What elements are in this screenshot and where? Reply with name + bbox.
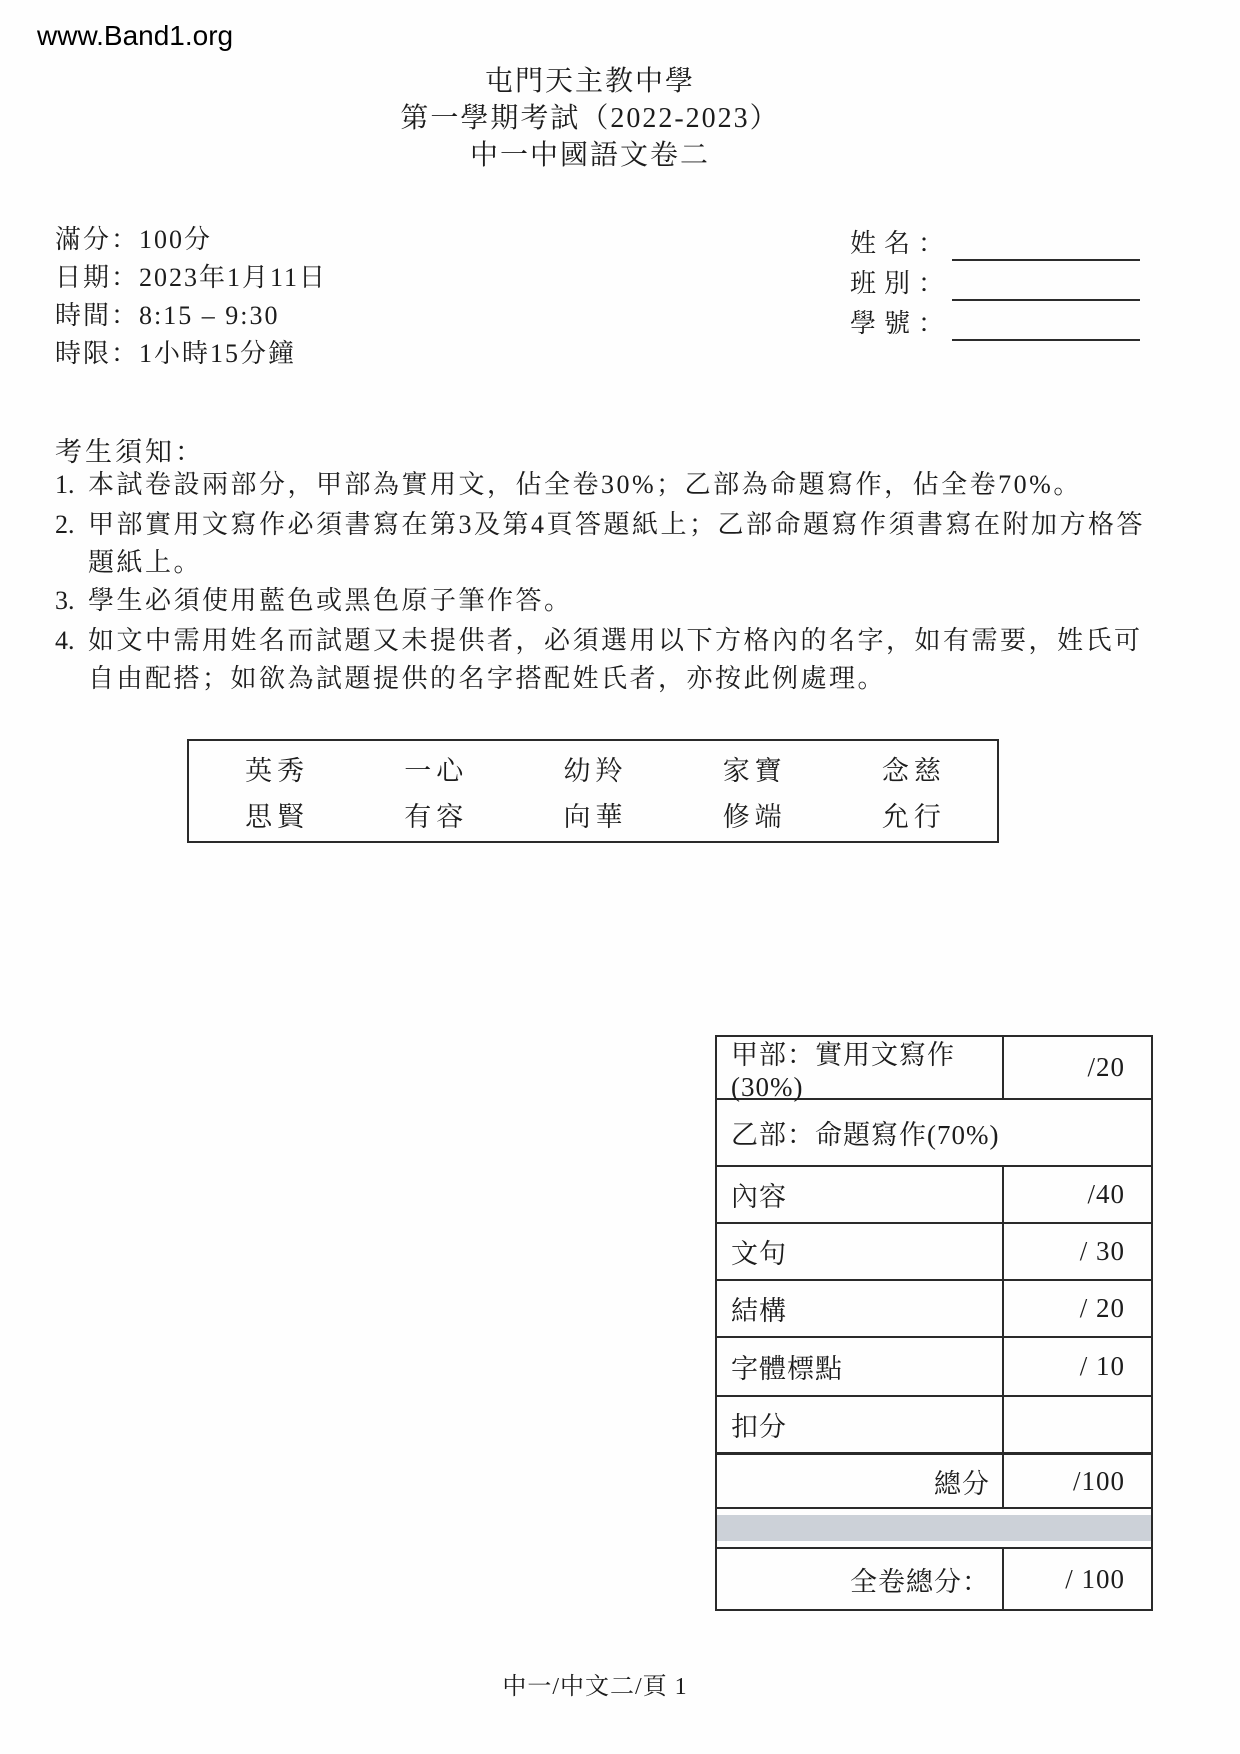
instruction-number: 1. bbox=[55, 470, 75, 499]
name-option: 幼羚 bbox=[563, 755, 628, 786]
name-option: 允行 bbox=[881, 801, 946, 832]
student-fields bbox=[850, 221, 1140, 341]
score-row-value: / 30 bbox=[1002, 1224, 1151, 1279]
score-row-separator bbox=[717, 1507, 1151, 1547]
instruction-text: 如文中需用姓名而試題又未提供者，必須選用以下方格內的名字，如有需要，姓氏可自由配搭；如欲為試題提供的名字搭配姓氏者，亦按此例處理。 bbox=[88, 626, 1143, 693]
score-row-value: /40 bbox=[1002, 1167, 1151, 1222]
name-field bbox=[850, 221, 1140, 261]
name-option: 英秀 bbox=[245, 755, 310, 786]
paper-title: 中一中國語文卷二 bbox=[469, 140, 710, 171]
score-row-content bbox=[717, 1165, 1151, 1222]
instruction-text: 本試卷設兩部分，甲部為實用文，佔全卷30%；乙部為命題寫作，佔全卷70%。 bbox=[88, 470, 1082, 499]
score-row-grand-total bbox=[717, 1547, 1151, 1609]
school-name: 屯門天主教中學 bbox=[484, 66, 695, 97]
student-number-field-label: 學號： bbox=[850, 309, 953, 338]
score-row-label: 乙部：命題寫作(70%) bbox=[731, 1120, 1000, 1150]
watermark-url: www.Band1.org bbox=[37, 20, 234, 51]
title-block bbox=[0, 63, 1180, 174]
instruction-number: 2. bbox=[55, 510, 75, 539]
instruction-item-1 bbox=[55, 466, 1158, 504]
student-number-field bbox=[850, 301, 1140, 341]
score-row-label: 甲部：實用文寫作(30%) bbox=[731, 1039, 955, 1102]
score-row-label: 結構 bbox=[731, 1296, 787, 1326]
instruction-text: 學生必須使用藍色或黑色原子筆作答。 bbox=[88, 586, 573, 615]
score-row-value: / 10 bbox=[1002, 1338, 1151, 1395]
name-option: 家寶 bbox=[722, 755, 787, 786]
score-row-deduction bbox=[717, 1395, 1151, 1452]
page-footer: 中一/中文二/頁 1 bbox=[502, 1674, 688, 1700]
name-option: 念慈 bbox=[881, 755, 946, 786]
name-option: 有容 bbox=[404, 801, 469, 832]
time-line: 時間：8:15 – 9:30 bbox=[55, 301, 280, 330]
score-row-sentences bbox=[717, 1222, 1151, 1279]
class-field-blank bbox=[952, 269, 1140, 301]
instruction-item-2 bbox=[55, 506, 1158, 581]
score-row-part-b bbox=[717, 1098, 1151, 1165]
name-option: 向華 bbox=[563, 801, 628, 832]
name-field-label: 姓名： bbox=[850, 229, 953, 258]
score-row-label: 內容 bbox=[731, 1182, 787, 1212]
class-field bbox=[850, 261, 1140, 301]
name-option: 一心 bbox=[404, 755, 469, 786]
score-row-label: 字體標點 bbox=[731, 1354, 843, 1384]
score-row-label: 扣分 bbox=[731, 1412, 787, 1442]
gray-band bbox=[717, 1515, 1151, 1541]
name-option: 思賢 bbox=[245, 801, 310, 832]
duration-line: 時限：1小時15分鐘 bbox=[55, 339, 297, 368]
date-line: 日期：2023年1月11日 bbox=[55, 263, 328, 292]
score-row-structure bbox=[717, 1279, 1151, 1336]
instruction-number: 4. bbox=[55, 626, 75, 655]
candidate-notes-heading: 考生須知： bbox=[55, 437, 205, 467]
score-table bbox=[715, 1035, 1153, 1611]
score-row-label: 總分 bbox=[934, 1468, 990, 1499]
instruction-item-3 bbox=[55, 582, 1158, 620]
score-row-value: /20 bbox=[1002, 1037, 1151, 1098]
score-row-handwriting bbox=[717, 1336, 1151, 1395]
name-field-blank bbox=[952, 229, 1140, 261]
score-row-label: 全卷總分： bbox=[850, 1566, 990, 1597]
exam-info-block bbox=[55, 221, 327, 373]
score-row-label: 文句 bbox=[731, 1239, 787, 1269]
score-row-value: / 100 bbox=[1002, 1549, 1151, 1609]
exam-title: 第一學期考試（2022-2023） bbox=[400, 103, 780, 134]
score-row-value bbox=[1002, 1397, 1151, 1452]
score-row-value: /100 bbox=[1002, 1455, 1151, 1507]
instruction-number: 3. bbox=[55, 586, 75, 615]
class-field-label: 班別： bbox=[850, 269, 953, 298]
score-row-total bbox=[717, 1452, 1151, 1507]
score-row-value: / 20 bbox=[1002, 1281, 1151, 1336]
instruction-text: 甲部實用文寫作必須書寫在第3及第4頁答題紙上；乙部命題寫作須書寫在附加方格答題紙上。 bbox=[88, 510, 1146, 577]
student-number-field-blank bbox=[952, 309, 1140, 341]
score-row-part-a bbox=[717, 1037, 1151, 1102]
full-marks-line: 滿分：100分 bbox=[55, 225, 213, 254]
allowed-names-box bbox=[187, 739, 999, 843]
name-option: 修端 bbox=[722, 801, 787, 832]
instruction-item-4 bbox=[55, 622, 1158, 697]
